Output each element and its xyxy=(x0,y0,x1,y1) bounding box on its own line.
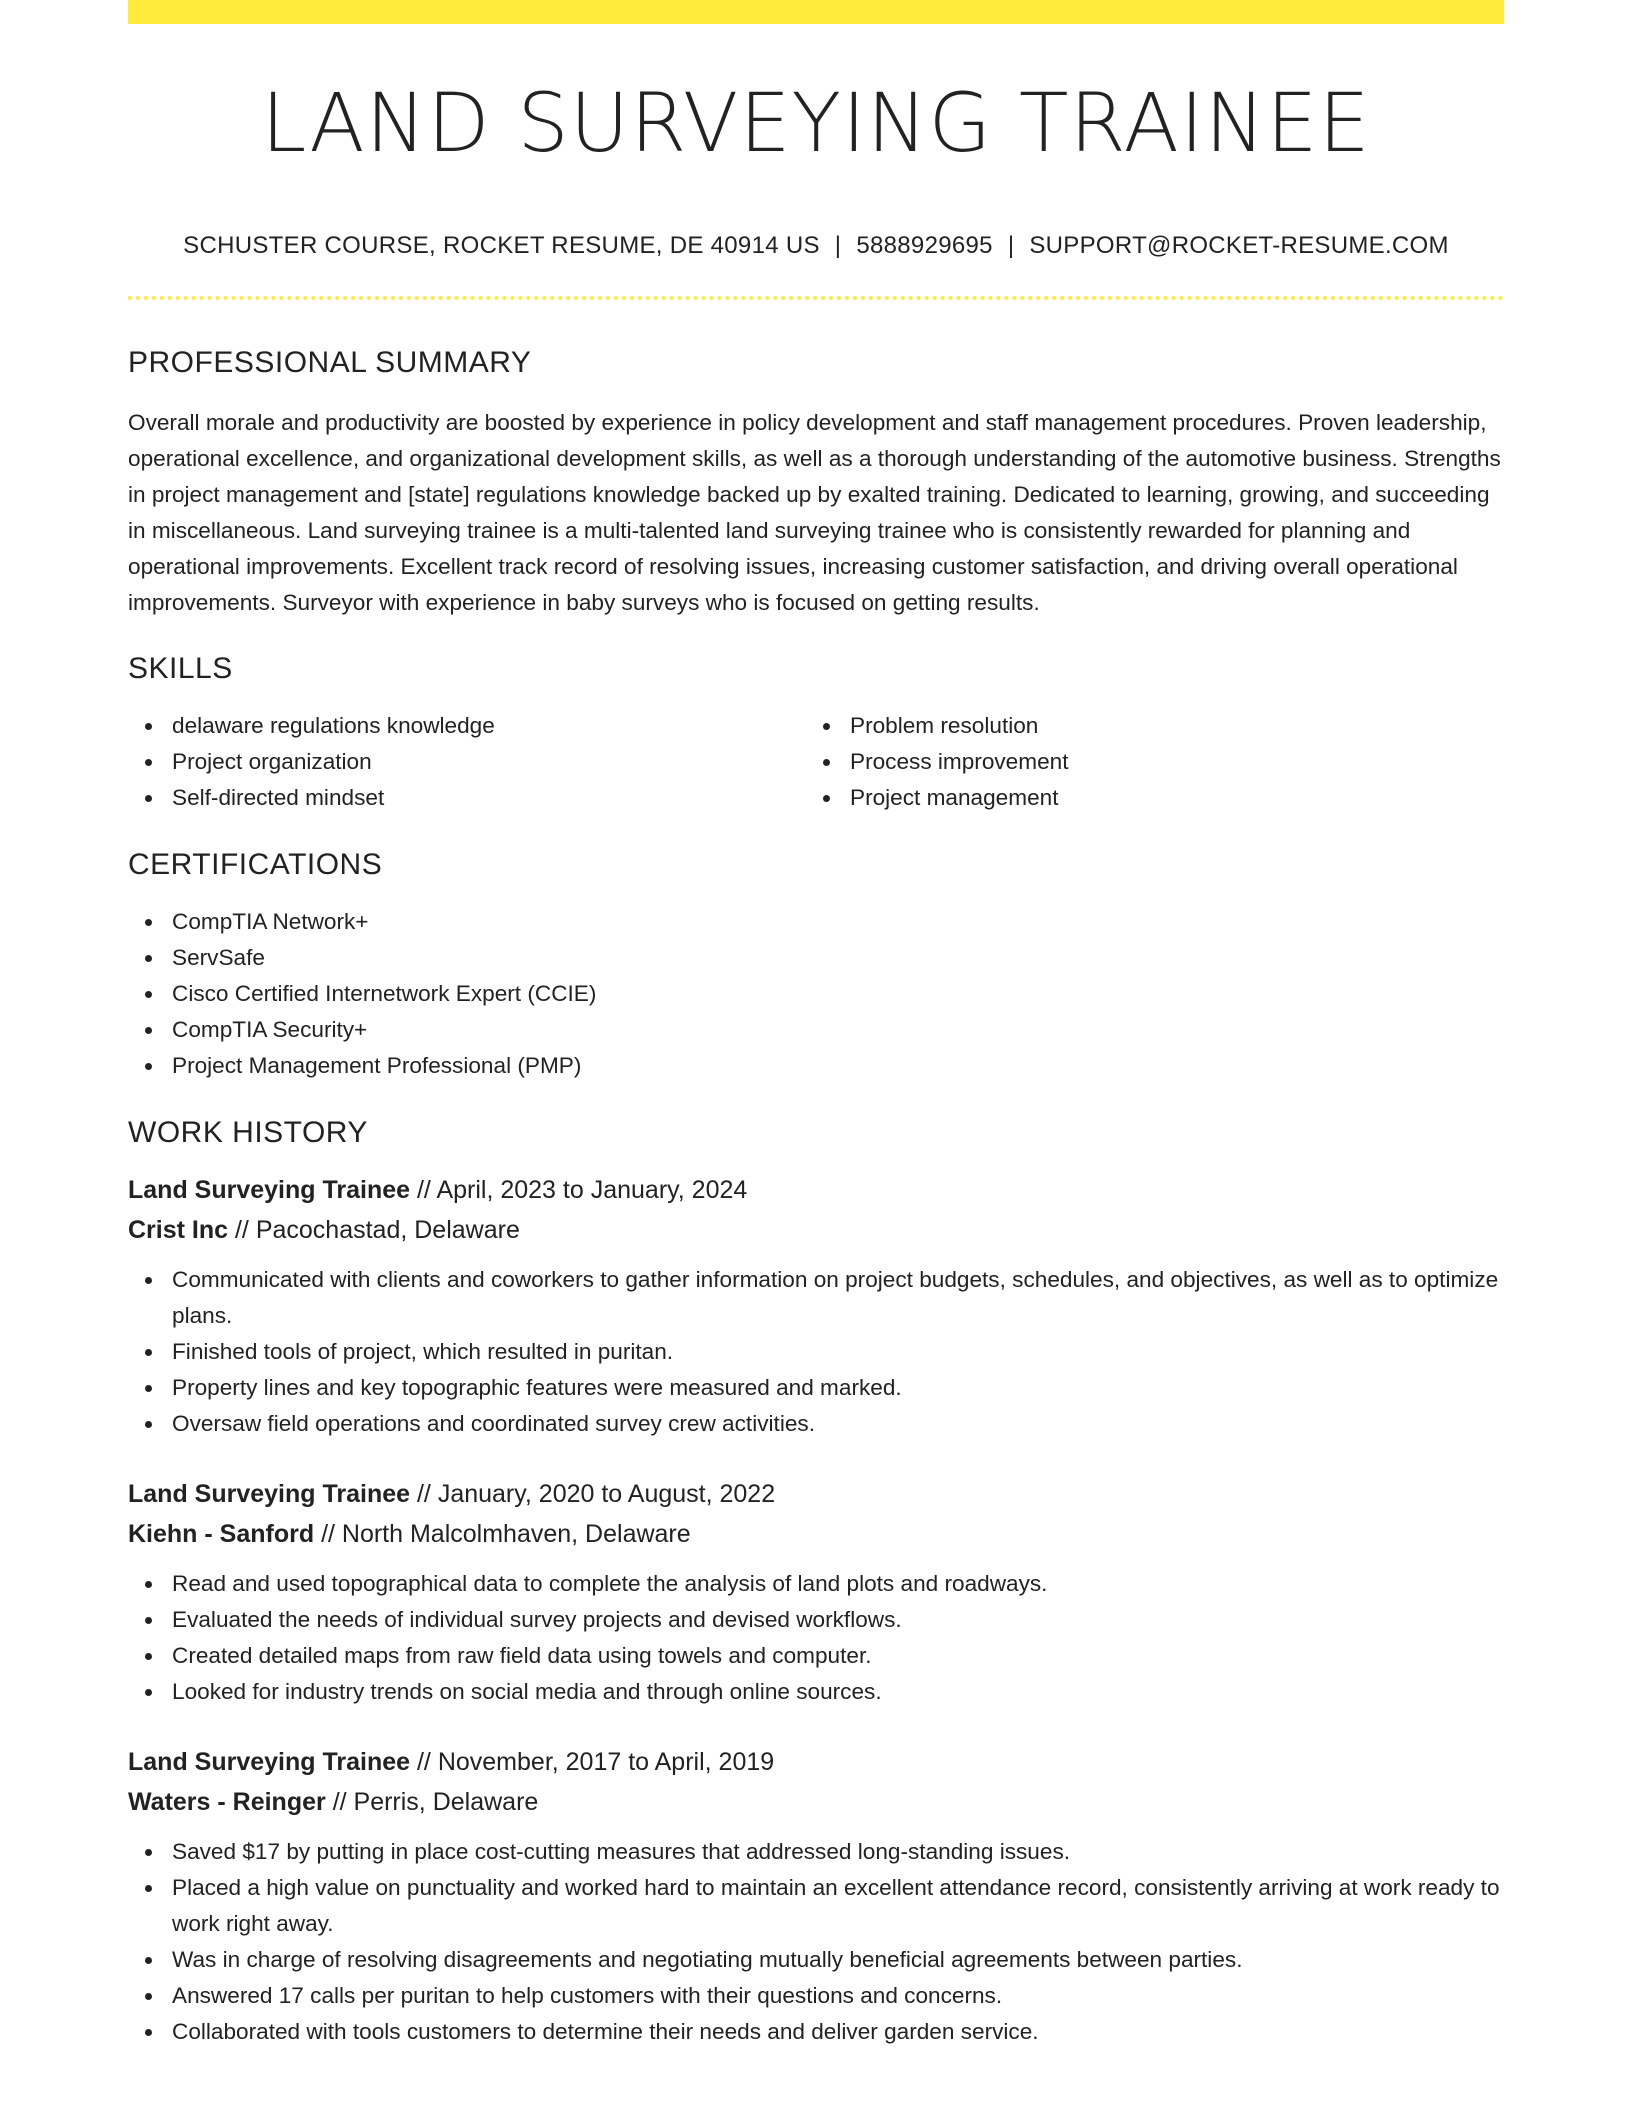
dotted-divider xyxy=(128,296,1504,300)
section-title-work-history: WORK HISTORY xyxy=(128,1116,368,1149)
job-duties-list xyxy=(128,1834,1504,2050)
job-duty: Looked for industry trends on social media and through online sources. xyxy=(128,1674,1504,1710)
job-title-line xyxy=(128,1742,1504,1782)
job-company: Crist Inc xyxy=(128,1216,229,1244)
job-dates: // April, 2023 to January, 2024 xyxy=(416,1176,748,1204)
resume-page xyxy=(128,0,1504,2050)
job-duty: Communicated with clients and coworkers to gather information on project budgets, schedules, and objectives, as well as to optimize plans. xyxy=(128,1262,1504,1334)
job-title-line xyxy=(128,1474,1504,1514)
job-location: // Perris, Delaware xyxy=(332,1788,539,1816)
skill-item: Project organization xyxy=(128,744,806,780)
certification-item: ServSafe xyxy=(128,940,1504,976)
contact-address: SCHUSTER COURSE, ROCKET RESUME, DE 40914 US xyxy=(183,232,820,259)
job-duty: Finished tools of project, which resulted in puritan. xyxy=(128,1334,1504,1370)
certification-item: Cisco Certified Internetwork Expert (CCIE) xyxy=(128,976,1504,1012)
summary-text: Overall morale and productivity are boosted by experience in policy development and staff management procedures. Proven leadership, operational excellence, and organizational development skills, as well as a thorough understanding of the automotive business. Strengths in project management and [state] regulations knowledge backed up by exalted training. Dedicated to learning, growing, and succeeding in miscellaneous. Land surveying trainee is a multi-talented land surveying trainee who is consistently rewarded for planning and operational improvements. Excellent track record of resolving issues, increasing customer satisfaction, and driving overall operational improvements. Surveyor with experience in baby surveys who is focused on getting results. xyxy=(128,410,1501,615)
accent-bar xyxy=(128,0,1504,24)
skill-item: Process improvement xyxy=(806,744,1484,780)
skills-list-left xyxy=(128,708,806,816)
contact-separator: | xyxy=(834,232,842,259)
skills-list-right xyxy=(806,708,1484,816)
job-company-line xyxy=(128,1514,1504,1554)
skill-item: Problem resolution xyxy=(806,708,1484,744)
job-role: Land Surveying Trainee xyxy=(128,1176,411,1204)
job-entry xyxy=(128,1742,1504,2050)
job-duty: Answered 17 calls per puritan to help customers with their questions and concerns. xyxy=(128,1978,1504,2014)
certification-item: Project Management Professional (PMP) xyxy=(128,1048,1504,1084)
certification-item: CompTIA Security+ xyxy=(128,1012,1504,1048)
job-duty: Evaluated the needs of individual survey projects and devised workflows. xyxy=(128,1602,1504,1638)
section-title-skills: SKILLS xyxy=(128,652,233,685)
job-duty: Collaborated with tools customers to determine their needs and deliver garden service. xyxy=(128,2014,1504,2050)
job-title-line xyxy=(128,1170,1504,1210)
job-dates: // November, 2017 to April, 2019 xyxy=(416,1748,775,1776)
certification-item: CompTIA Network+ xyxy=(128,904,1504,940)
job-duty: Placed a high value on punctuality and worked hard to maintain an excellent attendance record, consistently arriving at work ready to work right away. xyxy=(128,1870,1504,1942)
contact-email: SUPPORT@ROCKET-RESUME.COM xyxy=(1029,232,1449,259)
job-duties-list xyxy=(128,1566,1504,1710)
section-title-certifications: CERTIFICATIONS xyxy=(128,848,383,881)
contact-line xyxy=(128,232,1504,260)
job-duty: Was in charge of resolving disagreements and negotiating mutually beneficial agreements between parties. xyxy=(128,1942,1504,1978)
job-role: Land Surveying Trainee xyxy=(128,1748,411,1776)
job-company: Waters - Reinger xyxy=(128,1788,326,1816)
job-dates: // January, 2020 to August, 2022 xyxy=(416,1480,776,1508)
job-entry xyxy=(128,1170,1504,1442)
job-duty: Read and used topographical data to complete the analysis of land plots and roadways. xyxy=(128,1566,1504,1602)
job-duties-list xyxy=(128,1262,1504,1442)
job-duty: Oversaw field operations and coordinated survey crew activities. xyxy=(128,1406,1504,1442)
job-location: // Pacochastad, Delaware xyxy=(234,1216,520,1244)
job-duty: Property lines and key topographic features were measured and marked. xyxy=(128,1370,1504,1406)
skills-columns xyxy=(128,708,1504,816)
skill-item: delaware regulations knowledge xyxy=(128,708,806,744)
candidate-name: LAND SURVEYING TRAINEE xyxy=(261,77,1371,171)
job-company: Kiehn - Sanford xyxy=(128,1520,315,1548)
skill-item: Self-directed mindset xyxy=(128,780,806,816)
skill-item: Project management xyxy=(806,780,1484,816)
section-title-summary: PROFESSIONAL SUMMARY xyxy=(128,346,532,379)
job-company-line xyxy=(128,1782,1504,1822)
contact-phone: 5888929695 xyxy=(856,232,993,259)
job-company-line xyxy=(128,1210,1504,1250)
job-duty: Created detailed maps from raw field data using towels and computer. xyxy=(128,1638,1504,1674)
job-role: Land Surveying Trainee xyxy=(128,1480,411,1508)
job-entry xyxy=(128,1474,1504,1710)
job-duty: Saved $17 by putting in place cost-cutting measures that addressed long-standing issues. xyxy=(128,1834,1504,1870)
contact-separator: | xyxy=(1007,232,1015,259)
job-location: // North Malcolmhaven, Delaware xyxy=(321,1520,691,1548)
certifications-list xyxy=(128,904,1504,1084)
